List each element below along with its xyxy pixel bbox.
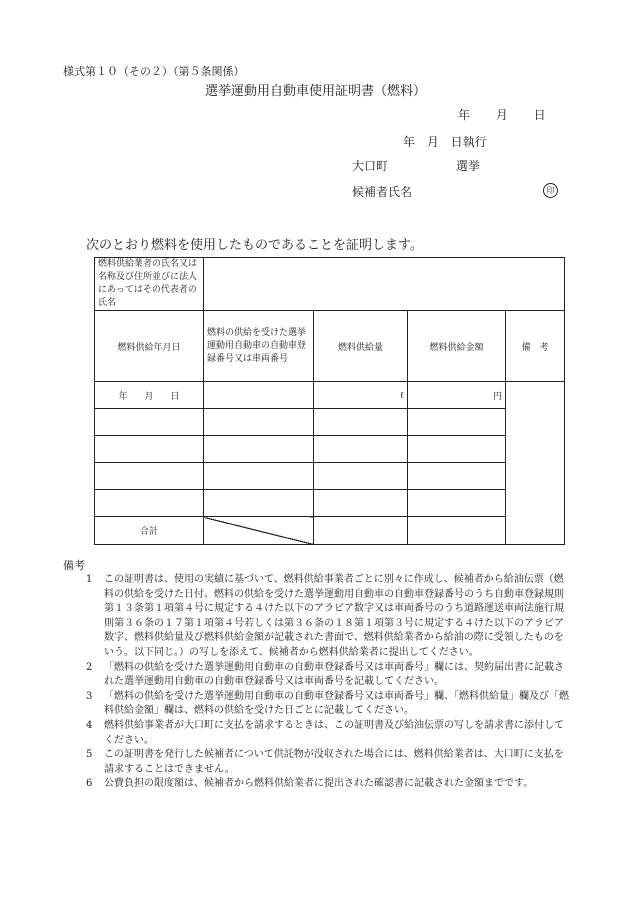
date-cell[interactable] bbox=[95, 436, 204, 463]
col-vehicle: 燃料の供給を受けた選挙運動用自動車の自動車登録番号又は車両番号 bbox=[204, 311, 314, 382]
vehicle-cell[interactable] bbox=[204, 436, 314, 463]
list-item bbox=[86, 748, 572, 777]
total-label: 合計 bbox=[95, 517, 204, 545]
note-text: この証明書は、使用の実績に基づいて、燃料供給事業者ごとに別々に作成し、候補者から給油伝票（燃料の供給を受けた日付、燃料の供給を受けた選挙運動用自動車の自動車登録番号のうち自動車登録規則第１３条第１項第４号に規定する４けた以下のアラビア数字又は車両番号のうち道路運送車両法施行規則第３６条の１７第１項第４号若しくは第３６条の１８第１項第３号に規定する４けた以下のアラビア数字、燃料供給量及び燃料供給金額が記載された書面で、燃料供給業者から給油の際に受領したものをいう。以下同じ。）の写しを添えて、候補者から燃料供給業者に提出してください。 bbox=[104, 574, 564, 658]
quantity-cell[interactable] bbox=[314, 490, 408, 517]
amount-cell[interactable]: 円 bbox=[408, 382, 506, 409]
total-amount-cell[interactable] bbox=[408, 517, 506, 545]
quantity-cell[interactable] bbox=[314, 409, 408, 436]
table-row bbox=[95, 382, 565, 409]
col-date: 燃料供給年月日 bbox=[95, 311, 204, 382]
note-number: 1 bbox=[86, 574, 93, 585]
note-number: 2 bbox=[86, 661, 93, 673]
table-row bbox=[95, 490, 565, 517]
supplier-label: 燃料供給業者の氏名又は名称及び住所並びに法人にあってはその代表者の氏名 bbox=[98, 259, 198, 308]
note-number: 5 bbox=[86, 749, 93, 761]
document-title: 選挙運動用自動車使用証明書（燃料） bbox=[205, 84, 427, 99]
remarks-notes bbox=[86, 573, 572, 792]
date-cell[interactable] bbox=[95, 463, 204, 490]
header-row bbox=[95, 311, 565, 382]
list-item bbox=[86, 690, 572, 719]
note-text: 「燃料の供給を受けた選挙運動用自動車の自動車登録番号又は車両番号」欄には、契約届出書に記載された選挙運動用自動車の自動車登録番号又は車両番号を記載してください。 bbox=[104, 661, 564, 688]
supplier-label-cell bbox=[95, 258, 204, 311]
election-label: 選挙 bbox=[456, 159, 481, 173]
remarks-cell[interactable] bbox=[506, 382, 565, 545]
note-number: 4 bbox=[86, 719, 93, 731]
date-cell[interactable] bbox=[95, 490, 204, 517]
col-quantity: 燃料供給量 bbox=[314, 311, 408, 382]
col-remarks: 備 考 bbox=[506, 311, 565, 382]
town-name: 大口町 bbox=[352, 159, 389, 173]
seal-icon: 印 bbox=[543, 183, 558, 198]
amount-cell[interactable] bbox=[408, 463, 506, 490]
supplier-value-cell[interactable] bbox=[204, 258, 565, 311]
note-text: この証明書を発行した候補者について供託物が没収された場合には、燃料供給業者は、大口町に支払を請求することはできません。 bbox=[104, 749, 564, 775]
election-date-line: 年 月 日執行 bbox=[403, 135, 487, 149]
supplier-row bbox=[95, 258, 565, 311]
amount-cell[interactable] bbox=[408, 436, 506, 463]
table-row bbox=[95, 409, 565, 436]
form-number: 様式第１０（その２）（第５条関係） bbox=[63, 65, 245, 78]
total-row bbox=[95, 517, 565, 545]
vehicle-cell[interactable] bbox=[204, 409, 314, 436]
certification-statement: 次のとおり燃料を使用したものであることを証明します。 bbox=[86, 238, 423, 253]
note-text: 燃料供給事業者が大口町に支払を請求するときは、この証明書及び給油伝票の写しを請求書に添付してください。 bbox=[104, 719, 564, 746]
vehicle-cell[interactable] bbox=[204, 382, 314, 409]
note-text: 「燃料の供給を受けた選挙運動用自動車の自動車登録番号又は車両番号」欄、「燃料供給量」欄及び「燃料供給金額」欄は、燃料の供給を受けた日ごとに記載してください。 bbox=[104, 690, 569, 717]
vehicle-cell[interactable] bbox=[204, 490, 314, 517]
note-text: 公費負担の限度額は、候補者から燃料供給業者に提出された確認書に記載された金額までです。 bbox=[104, 778, 534, 790]
col-amount: 燃料供給金額 bbox=[408, 311, 506, 382]
note-number: 6 bbox=[86, 778, 93, 790]
total-vehicle-diagonal bbox=[204, 517, 314, 545]
list-item bbox=[86, 719, 572, 748]
issue-date-line: 年 月 日 bbox=[458, 108, 546, 122]
candidate-name-label: 候補者氏名 bbox=[352, 185, 413, 199]
quantity-cell[interactable] bbox=[314, 436, 408, 463]
election-line bbox=[352, 157, 480, 174]
list-item bbox=[86, 661, 572, 690]
date-cell[interactable]: 年 月 日 bbox=[95, 382, 204, 409]
total-quantity-cell[interactable] bbox=[314, 517, 408, 545]
note-number: 3 bbox=[86, 690, 93, 702]
amount-cell[interactable] bbox=[408, 490, 506, 517]
amount-cell[interactable] bbox=[408, 409, 506, 436]
quantity-cell[interactable]: ℓ bbox=[314, 382, 408, 409]
quantity-cell[interactable] bbox=[314, 463, 408, 490]
list-item bbox=[86, 777, 572, 792]
list-item bbox=[86, 573, 572, 661]
table-row bbox=[95, 463, 565, 490]
remarks-label: 備考 bbox=[63, 559, 85, 572]
vehicle-cell[interactable] bbox=[204, 463, 314, 490]
fuel-usage-table bbox=[94, 257, 565, 545]
date-cell[interactable] bbox=[95, 409, 204, 436]
table-row bbox=[95, 436, 565, 463]
